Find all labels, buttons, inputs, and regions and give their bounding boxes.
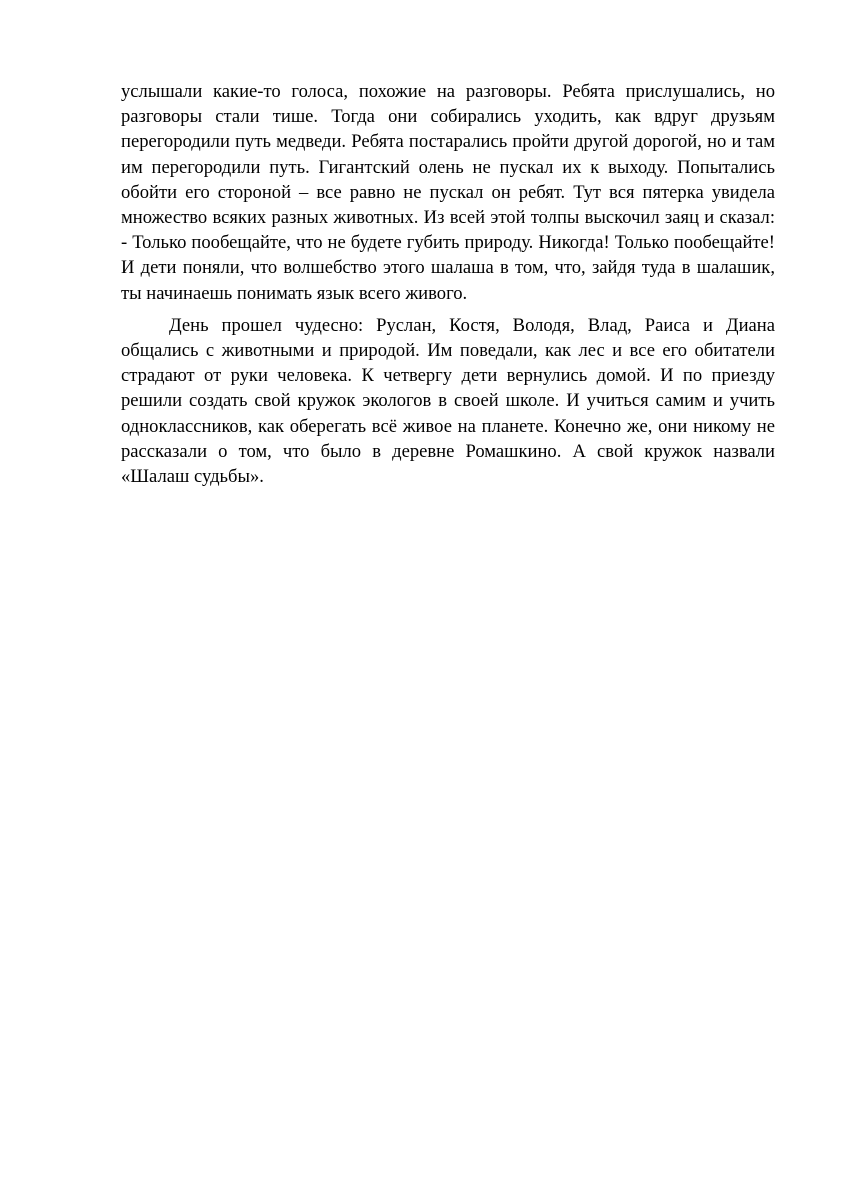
document-body (121, 79, 775, 489)
paragraph-1: услышали какие-то голоса, похожие на разговоры. Ребята прислушались, но разговоры стали тише. Тогда они собирались уходить, как вдруг друзьям перегородили путь медведи. Ребята постарались пройти другой дорогой, но и там им перегородили путь. Гигантский олень не пускал их к выходу. Попытались обойти его стороной – все равно не пускал он ребят. Тут вся пятерка увидела множество всяких разных животных. Из всей этой толпы выскочил заяц и сказал: - Только пообещайте, что не будете губить природу. Никогда! Только пообещайте! И дети поняли, что волшебство этого шалаша в том, что, зайдя туда в шалашик, ты начинаешь понимать язык всего живого. (121, 81, 775, 304)
paragraph-2: День прошел чудесно: Руслан, Костя, Володя, Влад, Раиса и Диана общались с животными и природой. Им поведали, как лес и все его обитатели страдают от руки человека. К четвергу дети вернулись домой. И по приезду решили создать свой кружок экологов в своей школе. И учиться самим и учить одноклассников, как оберегать всё живое на планете. Конечно же, они никому не рассказали о том, что было в деревне Ромашкино. А свой кружок назвали «Шалаш судьбы». (121, 314, 775, 488)
